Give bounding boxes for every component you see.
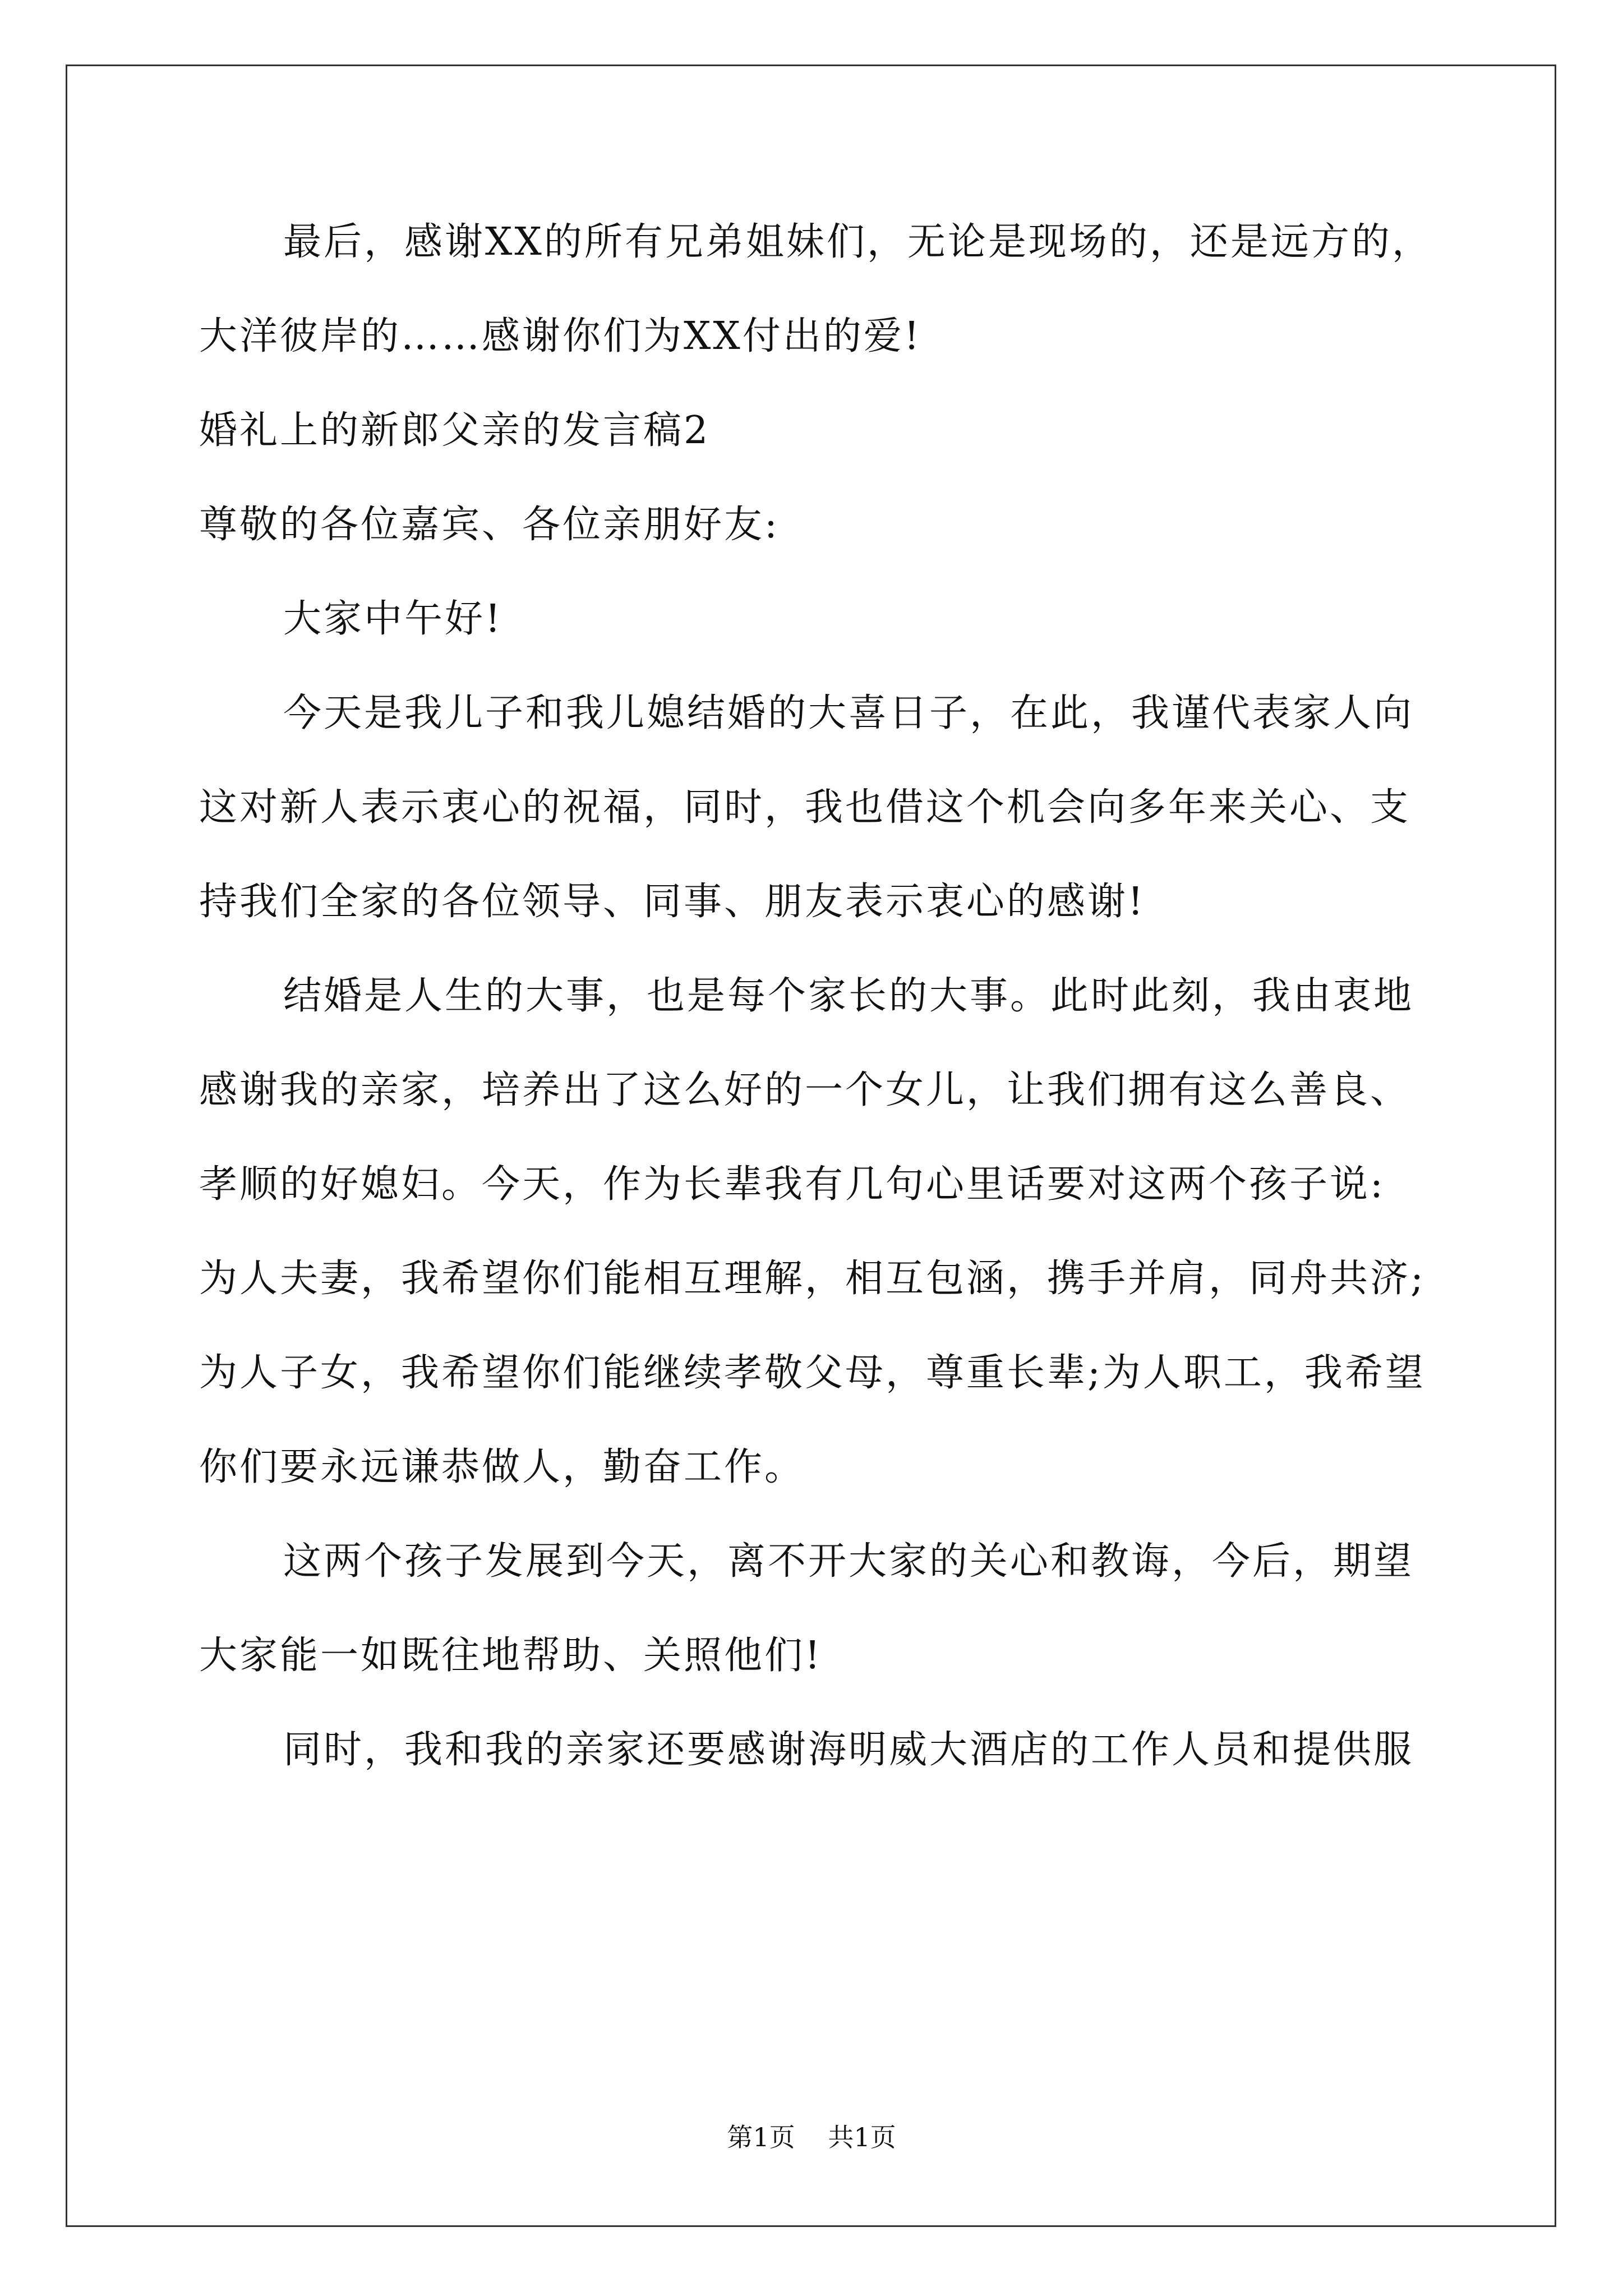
paragraph-line: 为人夫妻，我希望你们能相互理解，相互包涵，携手并肩，同舟共济; [199, 1257, 1426, 1301]
page-number-current: 第1页 [727, 2122, 795, 2152]
salutation: 尊敬的各位嘉宾、各位亲朋好友: [199, 503, 780, 547]
paragraph-line: 结婚是人生的大事，也是每个家长的大事。此时此刻，我由衷地 [283, 974, 1414, 1018]
paragraph-line: 为人子女，我希望你们能继续孝敬父母，尊重长辈;为人职工，我希望 [199, 1351, 1426, 1395]
paragraph-line: 孝顺的好媳妇。今天，作为长辈我有几句心里话要对这两个孩子说: [199, 1162, 1385, 1207]
paragraph-line: 大家能一如既往地帮助、关照他们! [199, 1634, 823, 1678]
greeting: 大家中午好! [283, 597, 503, 641]
paragraph-line: 感谢我的亲家，培养出了这么好的一个女儿，让我们拥有这么善良、 [199, 1068, 1411, 1112]
page-footer [0, 2120, 1623, 2154]
paragraph-line: 这对新人表示衷心的祝福，同时，我也借这个机会向多年来关心、支 [199, 785, 1411, 830]
document-body [199, 219, 1432, 1821]
paragraph-line: 大洋彼岸的……感谢你们为XX付出的爱! [199, 314, 922, 358]
section-title: 婚礼上的新郎父亲的发言稿2 [199, 408, 711, 453]
paragraph-line: 这两个孩子发展到今天，离不开大家的关心和教诲，今后，期望 [283, 1539, 1414, 1584]
paragraph-line: 今天是我儿子和我儿媳结婚的大喜日子，在此，我谨代表家人向 [283, 691, 1414, 735]
paragraph-line: 持我们全家的各位领导、同事、朋友表示衷心的感谢! [199, 880, 1146, 924]
page-number-total: 共1页 [828, 2122, 896, 2152]
paragraph-line: 同时，我和我的亲家还要感谢海明威大酒店的工作人员和提供服 [283, 1728, 1414, 1772]
paragraph-line: 你们要永远谦恭做人，勤奋工作。 [199, 1445, 805, 1489]
paragraph-line: 最后，感谢XX的所有兄弟姐妹们，无论是现场的，还是远方的， [283, 220, 1432, 264]
